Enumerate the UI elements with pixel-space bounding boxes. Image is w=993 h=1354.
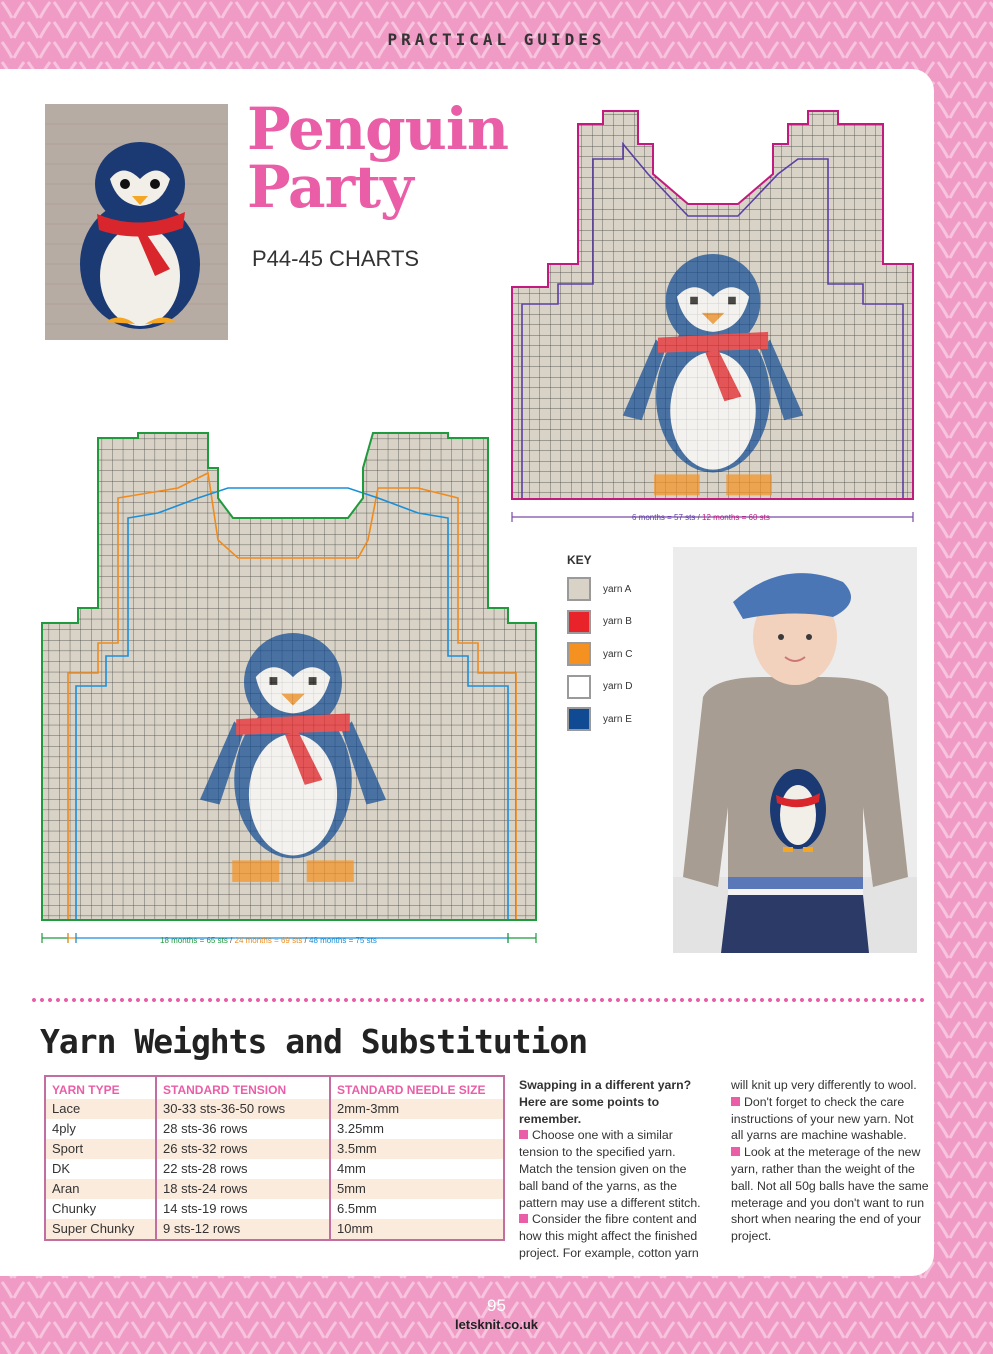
page-number: 95: [487, 1296, 506, 1315]
tip-paragraph: Look at the meterage of the new yarn, rather than the weight of the ball. Not all 50g balls have the same meterage and you don't want to run short when nearing the end of your project.: [731, 1145, 929, 1244]
table-cell: 3.25mm: [337, 1121, 384, 1137]
table-row: [45, 1199, 504, 1219]
yarn-weights-table: [44, 1075, 505, 1241]
size-label: 18 months = 65 sts: [160, 936, 228, 945]
table-row: [45, 1099, 504, 1119]
small-chart-size-label: [632, 513, 770, 522]
child-jumper-photo: [673, 547, 917, 953]
key-label: yarn A: [603, 583, 632, 595]
yarn-tips-column-1: [519, 1077, 709, 1262]
pink-bullet-icon: [731, 1147, 740, 1156]
column-header: YARN TYPE: [45, 1076, 156, 1099]
knitting-chart-small: [508, 104, 918, 529]
yarn-section-title: Yarn Weights and Substitution: [40, 1022, 588, 1061]
pink-bullet-icon: [519, 1130, 528, 1139]
tip-paragraph: will knit up very differently to wool.: [731, 1078, 917, 1092]
table-cell: Aran: [45, 1179, 156, 1199]
key-label: yarn E: [603, 713, 632, 725]
tip-paragraph: Consider the fibre content and how this might affect the finished project. For example, cotton yarn: [519, 1212, 699, 1260]
key-label: yarn B: [603, 616, 632, 628]
key-item: [567, 573, 632, 606]
knitting-chart-large: [38, 428, 540, 948]
table-cell: 22 sts-28 rows: [156, 1159, 330, 1179]
table-cell: DK: [45, 1159, 156, 1179]
table-cell: 5mm: [330, 1179, 504, 1199]
penguin-thumbnail-image: [45, 104, 228, 340]
colour-swatch: [567, 610, 591, 634]
table-cell: Chunky: [45, 1199, 156, 1219]
pattern-title-line2: Party: [247, 153, 413, 221]
colour-key: [567, 553, 632, 736]
tip-paragraph: Choose one with a similar tension to the specified yarn. Match the tension given on the ball band of the yarns, as the pattern may use a different stitch.: [519, 1128, 701, 1210]
key-title: KEY: [567, 553, 592, 567]
large-chart-size-label: [160, 936, 377, 945]
table-row: [45, 1179, 504, 1199]
table-row: [45, 1119, 504, 1139]
colour-swatch: [567, 675, 591, 699]
size-label: /: [227, 936, 235, 945]
table-cell: Sport: [45, 1139, 156, 1159]
table-cell: 4mm: [337, 1161, 366, 1177]
key-item: [567, 703, 632, 736]
table-cell: 18 sts-24 rows: [156, 1179, 330, 1199]
pattern-title-line1: Penguin: [247, 95, 509, 163]
table-cell: 9 sts-12 rows: [156, 1219, 330, 1240]
table-cell: 26 sts-32 rows: [156, 1139, 330, 1159]
yarn-tips-column-2: [731, 1077, 929, 1245]
size-label: /: [302, 936, 309, 945]
table-cell: 6.5mm: [337, 1201, 377, 1217]
size-label: 6 months = 57 sts: [632, 513, 696, 522]
table-cell: 4ply: [45, 1119, 156, 1139]
colour-swatch: [567, 642, 591, 666]
table-cell: 30-33 sts-36-50 rows: [156, 1099, 330, 1119]
key-label: yarn D: [603, 681, 633, 693]
section-divider: [30, 998, 926, 1002]
pink-bullet-icon: [731, 1097, 740, 1106]
key-item: [567, 638, 632, 671]
column-header: STANDARD TENSION: [156, 1076, 330, 1099]
table-row: [45, 1139, 504, 1159]
tips-lead: Swapping in a different yarn? Here are some points to remember.: [519, 1078, 692, 1126]
size-label: 48 months = 75 sts: [309, 936, 377, 945]
size-label: /: [695, 513, 703, 522]
table-cell: Super Chunky: [45, 1219, 156, 1240]
tip-paragraph: Don't forget to check the care instructions of your new yarn. Not all yarns are machine washable.: [731, 1094, 914, 1143]
section-header: PRACTICAL GUIDES: [387, 30, 606, 49]
pattern-subtitle: P44-45 CHARTS: [252, 246, 420, 271]
colour-swatch: [567, 707, 591, 731]
key-label: yarn C: [603, 648, 633, 660]
colour-swatch: [567, 577, 591, 601]
table-cell: 14 sts-19 rows: [156, 1199, 330, 1219]
table-cell: 10mm: [330, 1219, 504, 1240]
key-item: [567, 606, 632, 639]
table-row: [45, 1219, 504, 1240]
table-header-row: [45, 1076, 504, 1099]
site-url: letsknit.co.uk: [454, 1317, 539, 1332]
size-label: 12 months = 60 sts: [702, 513, 770, 522]
table-row: [45, 1159, 504, 1179]
column-header: STANDARD NEEDLE SIZE: [337, 1083, 486, 1097]
pattern-title: [247, 95, 509, 221]
size-label: 24 months = 69 sts: [234, 936, 303, 945]
table-cell: 28 sts-36 rows: [156, 1119, 330, 1139]
pink-bullet-icon: [519, 1214, 528, 1223]
table-cell: 3.5mm: [330, 1139, 504, 1159]
table-cell: 2mm-3mm: [330, 1099, 504, 1119]
table-cell: Lace: [45, 1099, 156, 1119]
key-item: [567, 671, 632, 704]
